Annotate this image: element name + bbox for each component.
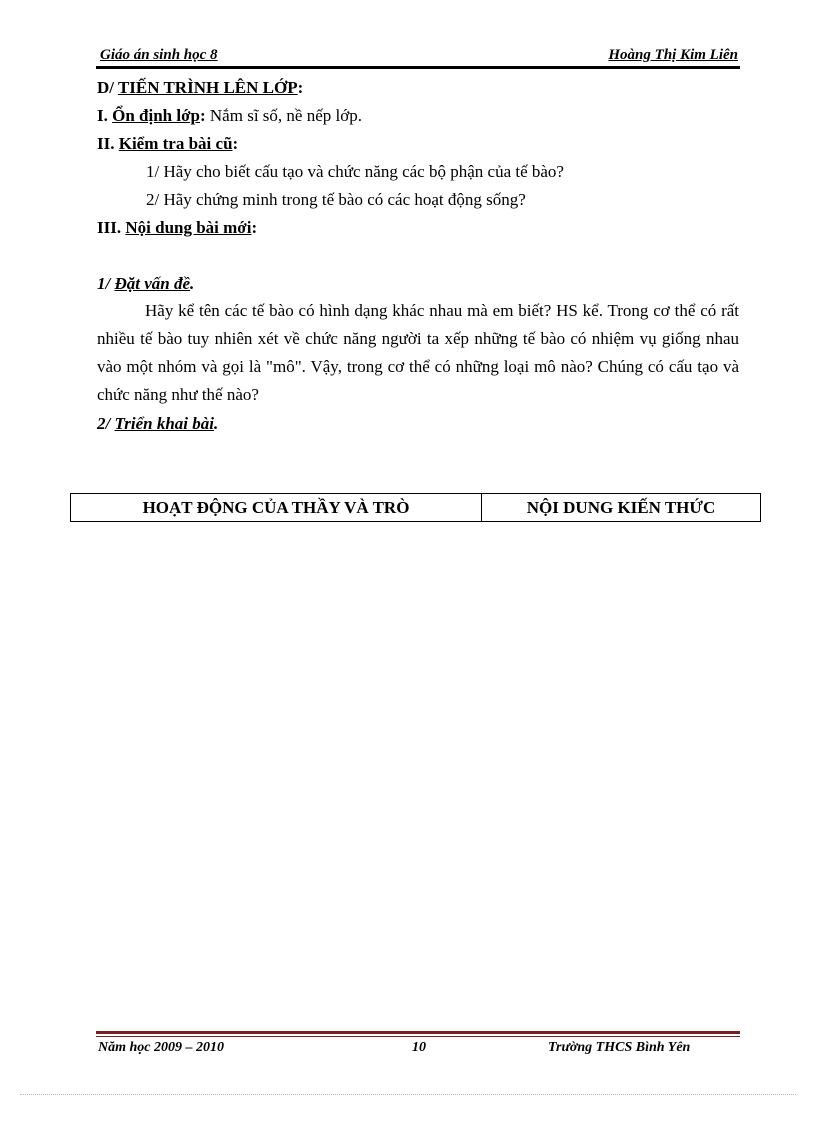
heading-2-title: Kiểm tra bài cũ bbox=[118, 134, 233, 153]
lesson-table-header bbox=[70, 493, 761, 522]
footer-page-number: 10 bbox=[412, 1040, 426, 1055]
header-author: Hoàng Thị Kim Liên bbox=[608, 47, 738, 63]
heading-d bbox=[97, 78, 303, 98]
heading-3-num: III. bbox=[97, 218, 126, 237]
review-question-1: 1/ Hãy cho biết cấu tạo và chức năng các bộ phận của tế bào? bbox=[146, 162, 564, 181]
heading-1-num: I. bbox=[97, 106, 113, 125]
heading-2-colon: : bbox=[232, 134, 239, 153]
heading-d-suffix: : bbox=[297, 78, 304, 97]
footer-school-name: Trường THCS Bình Yên bbox=[548, 1040, 691, 1055]
heading-1 bbox=[97, 106, 362, 126]
part-2-title: Triển khai bài bbox=[114, 414, 214, 433]
part-1-dot: . bbox=[190, 274, 195, 293]
heading-d-prefix: D/ bbox=[97, 78, 118, 97]
part-2-num: 2/ bbox=[97, 414, 115, 433]
heading-1-title: Ổn định lớp bbox=[112, 106, 200, 125]
table-header-activity: HOẠT ĐỘNG CỦA THẦY VÀ TRÒ bbox=[71, 494, 482, 521]
heading-2 bbox=[97, 134, 238, 154]
heading-3-colon: : bbox=[251, 218, 258, 237]
part-2-dot: . bbox=[213, 414, 219, 433]
heading-1-text: Nắm sĩ số, nề nếp lớp. bbox=[205, 106, 362, 125]
page-header bbox=[96, 47, 740, 67]
heading-d-title: TIẾN TRÌNH LÊN LỚP bbox=[117, 78, 298, 97]
heading-3-title: Nội dung bài mới bbox=[125, 218, 252, 237]
footer-rule-thick bbox=[96, 1031, 740, 1034]
part-1-heading bbox=[97, 274, 194, 294]
footer-rule-thin bbox=[96, 1036, 740, 1037]
part-2-heading bbox=[97, 414, 218, 434]
part-1-title: Đặt vấn đề bbox=[114, 274, 191, 293]
page-bottom-dotted-line bbox=[20, 1094, 796, 1095]
review-question-2: 2/ Hãy chứng minh trong tế bào có các hoạt động sống? bbox=[146, 190, 526, 209]
part-1-num: 1/ bbox=[97, 274, 115, 293]
heading-1-colon: : bbox=[199, 106, 206, 125]
heading-3 bbox=[97, 218, 257, 238]
header-rule bbox=[96, 66, 740, 69]
header-subject: Giáo án sinh học 8 bbox=[100, 47, 218, 63]
intro-paragraph: Hãy kể tên các tế bào có hình dạng khác nhau mà em biết? HS kể. Trong cơ thể có rất nhiều tế bào tuy nhiên xét về chức năng người ta xếp những tế bào có nhiệm vụ giống nhau vào một nhóm và gọi là "mô". Vậy, trong cơ thể có những loại mô nào? Chúng có cấu tạo và chức năng như thế nào? bbox=[97, 301, 739, 404]
footer-school-year: Năm học 2009 – 2010 bbox=[98, 1040, 224, 1055]
heading-2-num: II. bbox=[97, 134, 119, 153]
table-header-content: NỘI DUNG KIẾN THỨC bbox=[526, 497, 716, 517]
